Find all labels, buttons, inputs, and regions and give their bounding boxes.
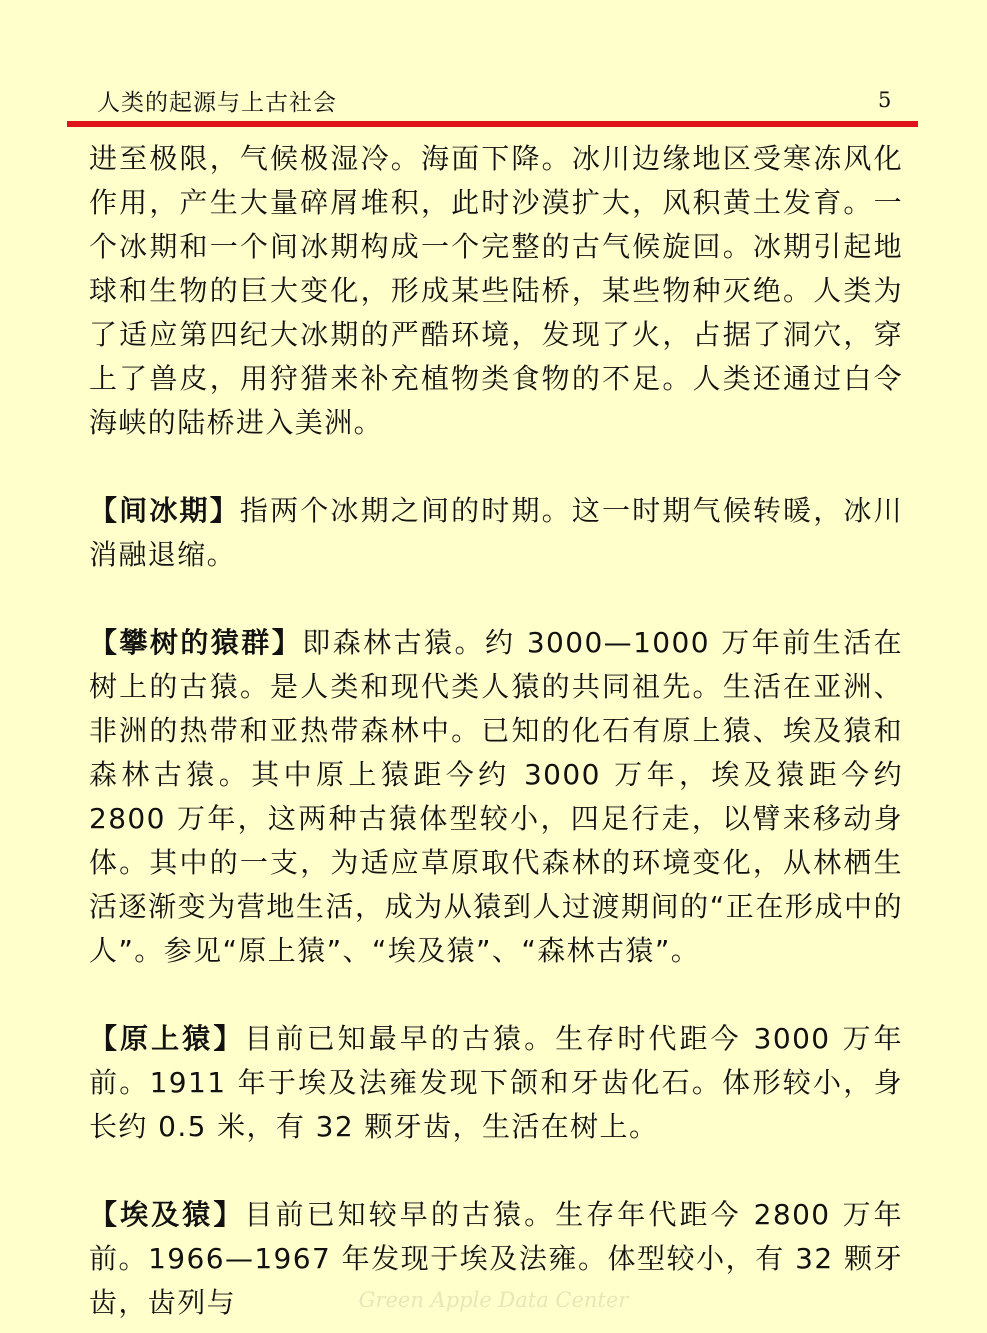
entry-interglacial (89, 489, 903, 577)
paragraph-gap (89, 1149, 903, 1193)
entry-climbing-apes (89, 621, 903, 973)
page-number: 5 (878, 88, 892, 112)
entry-text: 目前已知较早的古猿。生存年代距今 2800 万年前。1966—1967 年发现于埃及法雍。体型较小，有 32 颗牙齿，齿列与 (89, 1198, 903, 1319)
entry-term: 【原上猿】 (89, 1022, 245, 1055)
body-text (89, 137, 903, 1325)
entry-text: 指两个冰期之间的时期。这一时期气候转暖，冰川消融退缩。 (89, 494, 903, 571)
paragraph-gap (89, 445, 903, 489)
entry-term: 【埃及猿】 (89, 1198, 245, 1231)
paragraph-text: 进至极限，气候极湿冷。海面下降。冰川边缘地区受寒冻风化作用，产生大量碎屑堆积，此时沙漠扩大，风积黄土发育。一个冰期和一个间冰期构成一个完整的古气候旋回。冰期引起地球和生物的巨大变化，形成某些陆桥，某些物种灭绝。人类为了适应第四纪大冰期的严酷环境，发现了火，占据了洞穴，穿上了兽皮，用狩猎来补充植物类食物的不足。人类还通过白令海峡的陆桥进入美洲。 (89, 142, 903, 439)
paragraph (89, 137, 903, 445)
paragraph-gap (89, 577, 903, 621)
entry-text: 目前已知最早的古猿。生存时代距今 3000 万年前。1911 年于埃及法雍发现下颌和牙齿化石。体形较小，身长约 0.5 米，有 32 颗牙齿，生活在树上。 (89, 1022, 903, 1143)
entry-term: 【攀树的猿群】 (89, 626, 303, 659)
entry-propliopithecus (89, 1017, 903, 1149)
entry-term: 【间冰期】 (89, 494, 240, 527)
running-title: 人类的起源与上古社会 (97, 90, 337, 116)
paragraph-gap (89, 973, 903, 1017)
entry-text: 即森林古猿。约 3000—1000 万年前生活在树上的古猿。是人类和现代类人猿的共同祖先。生活在亚洲、非洲的热带和亚热带森林中。已知的化石有原上猿、埃及猿和森林古猿。其中原上猿距今约 3000 万年，埃及猿距今约 2800 万年，这两种古猿体型较小，四足行走，以臂来移动身体。其中的一支，为适应草原取代森林的环境变化，从林栖生活逐渐变为营地生活，成为从猿到人过渡期间的“正在形成中的人”。参见“原上猿”、“埃及猿”、“森林古猿”。 (89, 626, 903, 967)
page-header (0, 0, 987, 130)
header-rule (67, 121, 918, 127)
watermark: Green Apple Data Center (358, 1288, 629, 1312)
